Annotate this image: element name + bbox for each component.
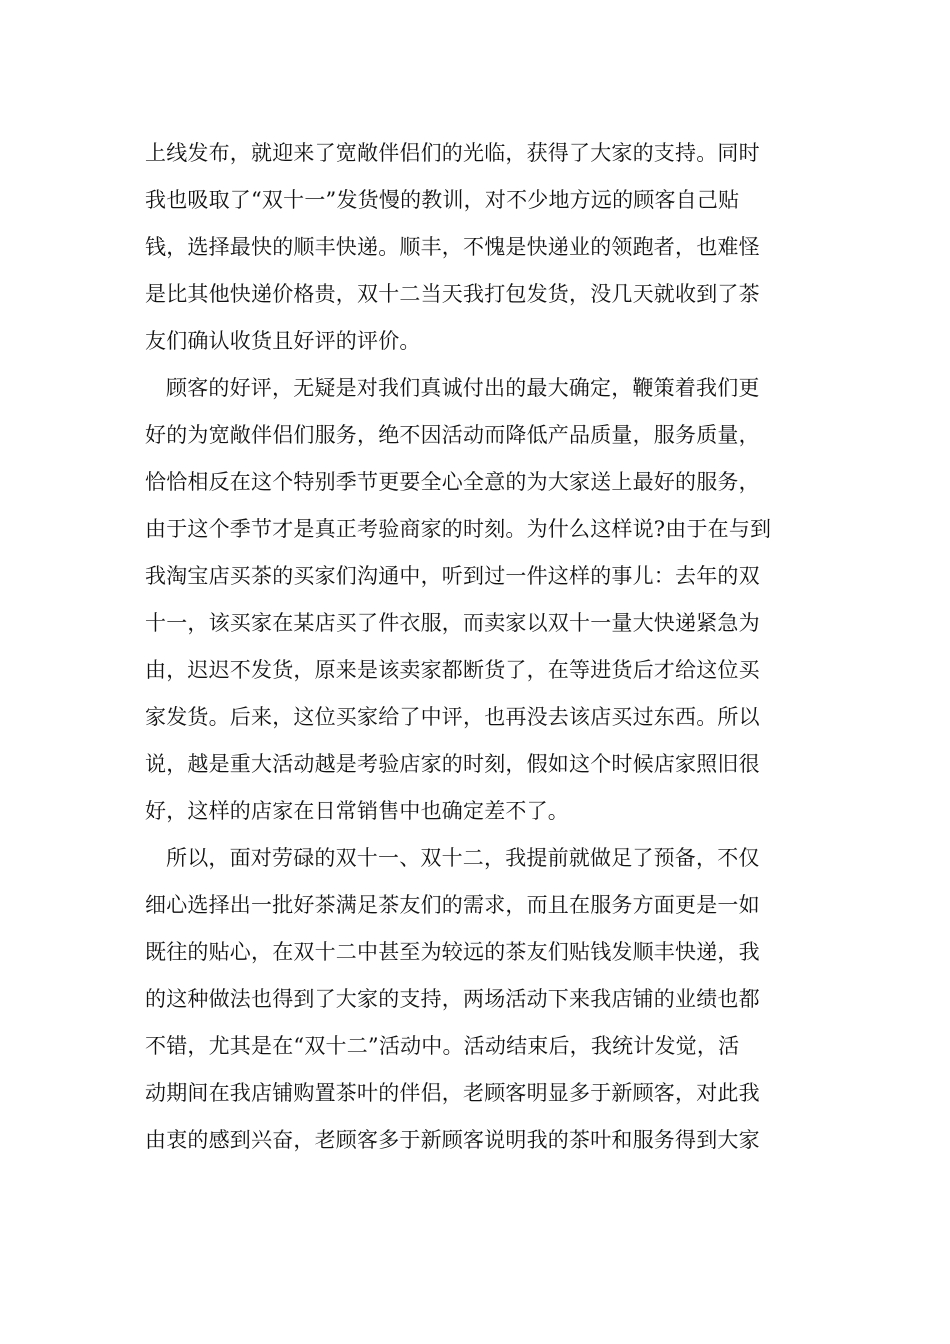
text-line: 友们确认收货且好评的评价。 [145, 329, 421, 353]
text-line: 由，迟迟不发货，原来是该卖家都断货了，在等进货后才给这位买 [145, 658, 760, 682]
text-line: 动期间在我店铺购置茶叶的伴侣，老顾客明显多于新顾客，对此我 [145, 1081, 760, 1105]
text-line: 上线发布，就迎来了宽敞伴侣们的光临，获得了大家的支持。同时 [145, 141, 760, 165]
text-line: 好的为宽敞伴侣们服务，绝不因活动而降低产品质量，服务质量， [145, 423, 760, 447]
text-line: 是比其他快递价格贵，双十二当天我打包发货，没几天就收到了茶 [145, 282, 760, 306]
text-line: 的这种做法也得到了大家的支持，两场活动下来我店铺的业绩也都 [145, 987, 760, 1011]
text-line: 不错，尤其是在“双十二”活动中。活动结束后，我统计发觉，活 [145, 1034, 740, 1058]
text-line: 细心选择出一批好茶满足茶友们的需求，而且在服务方面更是一如 [145, 893, 760, 917]
paragraph [145, 365, 807, 835]
text-line: 既往的贴心，在双十二中甚至为较远的茶友们贴钱发顺丰快递，我 [145, 940, 760, 964]
body-text [145, 130, 807, 1164]
text-line: 恰恰相反在这个特别季节更要全心全意的为大家送上最好的服务， [145, 470, 760, 494]
text-line: 家发货。后来，这位买家给了中评，也再没去该店买过东西。所以 [145, 705, 760, 729]
text-line: 由于这个季节才是真正考验商家的时刻。为什么这样说?由于在与到 [145, 517, 772, 541]
text-line: 顾客的好评，无疑是对我们真诚付出的最大确定，鞭策着我们更 [166, 376, 760, 400]
text-line: 我也吸取了“双十一”发货慢的教训，对不少地方远的顾客自己贴 [145, 188, 740, 212]
text-line: 所以，面对劳碌的双十一、双十二，我提前就做足了预备，不仅 [166, 846, 760, 870]
text-line: 我淘宝店买茶的买家们沟通中，听到过一件这样的事儿：去年的双 [145, 564, 760, 588]
paragraph [145, 835, 807, 1164]
text-line: 好，这样的店家在日常销售中也确定差不了。 [145, 799, 569, 823]
text-line: 由衷的感到兴奋，老顾客多于新顾客说明我的茶叶和服务得到大家 [145, 1128, 760, 1152]
text-line: 十一，该买家在某店买了件衣服，而卖家以双十一量大快递紧急为 [145, 611, 760, 635]
paragraph [145, 130, 807, 365]
text-line: 说，越是重大活动越是考验店家的时刻，假如这个时候店家照旧很 [145, 752, 760, 776]
text-line: 钱，选择最快的顺丰快递。顺丰，不愧是快递业的领跑者，也难怪 [145, 235, 760, 259]
